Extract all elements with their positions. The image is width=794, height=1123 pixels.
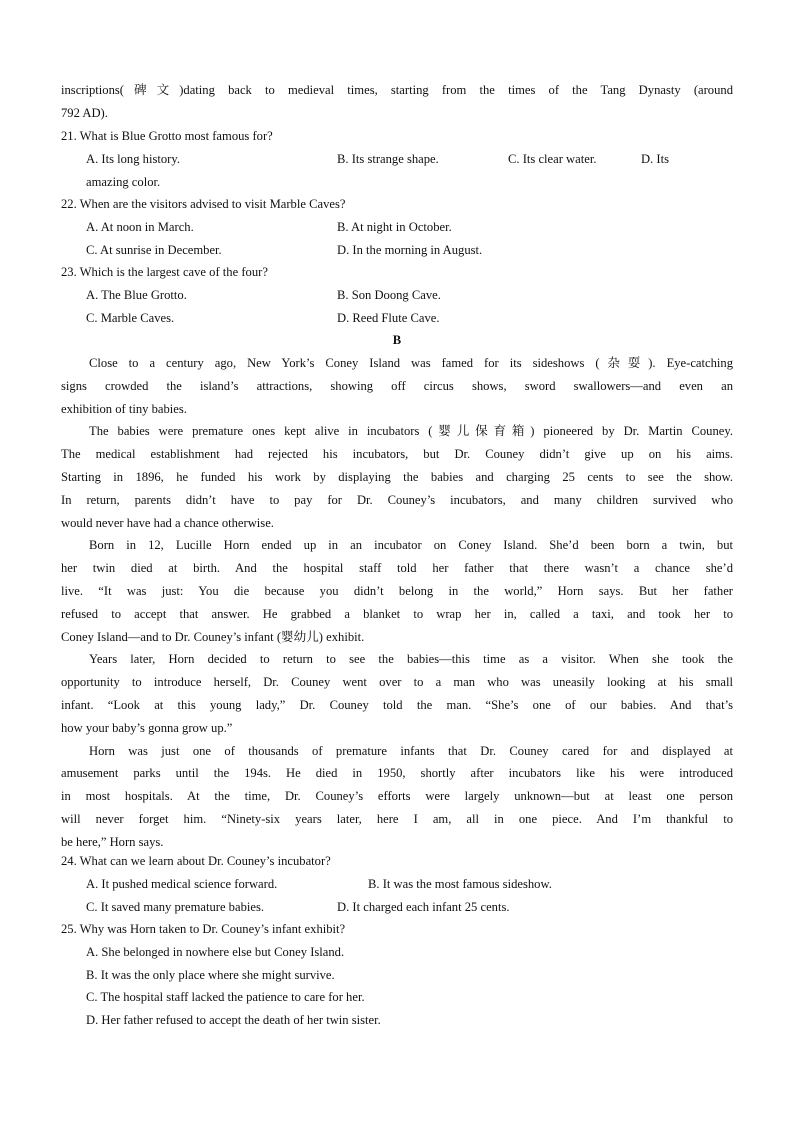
text-line: Horn was just one of thousands of premature infants that Dr. Couney cared for and displayed at	[89, 743, 733, 758]
option-c: C. At sunrise in December.	[86, 242, 222, 257]
option-row	[61, 148, 733, 171]
text-line: be here,” Horn says.	[61, 834, 164, 849]
option-c: C. The hospital staff lacked the patience to care for her.	[86, 990, 365, 1005]
option-c: C. It saved many premature babies.	[86, 899, 265, 914]
text-line: In return, parents didn’t have to pay for Dr. Couney’s incubators, and many children survived who	[61, 492, 733, 507]
option-row	[61, 239, 733, 262]
option-d-continued: amazing color.	[86, 174, 161, 189]
option-b: B. Its strange shape.	[337, 151, 439, 166]
option-d: D. Its	[641, 151, 669, 166]
option-a: A. It pushed medical science forward.	[86, 876, 278, 891]
paragraph-5	[61, 740, 733, 854]
question-stem: 23. Which is the largest cave of the four?	[61, 265, 268, 279]
option-d: D. It charged each infant 25 cents.	[337, 899, 510, 914]
text-line: Starting in 1896, he funded his work by displaying the babies and charging 25 cents to see the show.	[61, 469, 733, 484]
option-row	[61, 873, 733, 896]
text-line: amusement parks until the 194s. He died in 1950, shortly after incubators like his were introduced	[61, 766, 733, 781]
option-a: A. The Blue Grotto.	[86, 287, 187, 302]
option-d: D. Her father refused to accept the death of her twin sister.	[86, 1013, 381, 1028]
paragraph-1	[61, 352, 733, 420]
paragraph-3	[61, 534, 733, 648]
option-row	[61, 307, 733, 330]
question-23	[61, 261, 733, 329]
text-line: inscriptions(碑文)dating back to medieval times, starting from the times of the Tang Dynasty (around	[61, 83, 733, 97]
option-row	[61, 284, 733, 307]
option-b: B. It was the most famous sideshow.	[368, 876, 552, 891]
question-stem: 24. What can we learn about Dr. Couney’s incubator?	[61, 854, 331, 868]
text-line: her twin died at birth. And the hospital staff told her father that there wasn’t a chance she’d	[61, 561, 733, 576]
question-24	[61, 850, 733, 918]
option-d: D. Reed Flute Cave.	[337, 310, 440, 325]
question-22	[61, 193, 733, 261]
option-c: C. Its clear water.	[508, 151, 597, 166]
text-line: signs crowded the island’s attractions, showing off circus shows, sword swallowers—and even an	[61, 378, 733, 393]
option-a: A. Its long history.	[86, 151, 180, 166]
text-line: infant. “Look at this young lady,” Dr. Couney told the man. “She’s one of our babies. And that’s	[61, 697, 733, 712]
paragraph-2	[61, 420, 733, 534]
option-row	[61, 896, 733, 919]
option-d: D. In the morning in August.	[337, 242, 483, 257]
text-line: will never forget him. “Ninety-six years later, here I am, all in one piece. And I’m thankful to	[61, 811, 733, 826]
text-line: exhibition of tiny babies.	[61, 401, 187, 416]
question-25	[61, 918, 733, 1032]
option-a: A. At noon in March.	[86, 219, 194, 234]
question-stem: 21. What is Blue Grotto most famous for?	[61, 129, 273, 143]
text-line: The babies were premature ones kept alive in incubators (婴儿保育箱) pioneered by Dr. Martin Couney.	[89, 424, 733, 439]
passage-b	[61, 352, 733, 854]
option-a: A. She belonged in nowhere else but Coney Island.	[86, 944, 345, 959]
text-line: Born in 12, Lucille Horn ended up in an incubator on Coney Island. She’d been born a twin, but	[89, 538, 733, 553]
paragraph-4	[61, 648, 733, 739]
text-line: refused to accept that answer. He grabbed a blanket to wrap her in, called a taxi, and took her to	[61, 606, 733, 621]
option-b: B. At night in October.	[337, 219, 452, 234]
question-stem: 22. When are the visitors advised to visit Marble Caves?	[61, 197, 346, 211]
text-line: live. “It was just: You die because you didn’t belong in the world,” Horn says. But her father	[61, 583, 733, 598]
section-b	[61, 329, 733, 352]
passage-a-ending	[61, 79, 733, 125]
text-line: opportunity to introduce herself, Dr. Couney went over to a man who was uneasily looking at his small	[61, 675, 733, 690]
option-b: B. Son Doong Cave.	[337, 287, 441, 302]
question-21	[61, 125, 733, 193]
text-line: 792 AD).	[61, 105, 108, 120]
option-row	[61, 216, 733, 239]
text-line: Close to a century ago, New York’s Coney Island was famed for its sideshows (杂耍). Eye-catching	[89, 356, 733, 370]
question-stem: 25. Why was Horn taken to Dr. Couney’s infant exhibit?	[61, 922, 346, 936]
section-heading: B	[392, 333, 402, 347]
text-line: Years later, Horn decided to return to see the babies—this time as a visitor. When she took the	[89, 652, 733, 667]
text-line: would never have had a chance otherwise.	[61, 515, 274, 530]
option-c: C. Marble Caves.	[86, 310, 175, 325]
option-b: B. It was the only place where she might survive.	[86, 967, 335, 982]
text-line: The medical establishment had rejected his incubators, but Dr. Couney didn’t give up on his aims.	[61, 447, 733, 462]
text-line: how your baby’s gonna grow up.”	[61, 720, 233, 735]
text-line: Coney Island—and to Dr. Couney’s infant (婴幼儿) exhibit.	[61, 629, 365, 644]
text-line: in most hospitals. At the time, Dr. Couney’s efforts were largely unknown—but at least one person	[61, 789, 733, 804]
